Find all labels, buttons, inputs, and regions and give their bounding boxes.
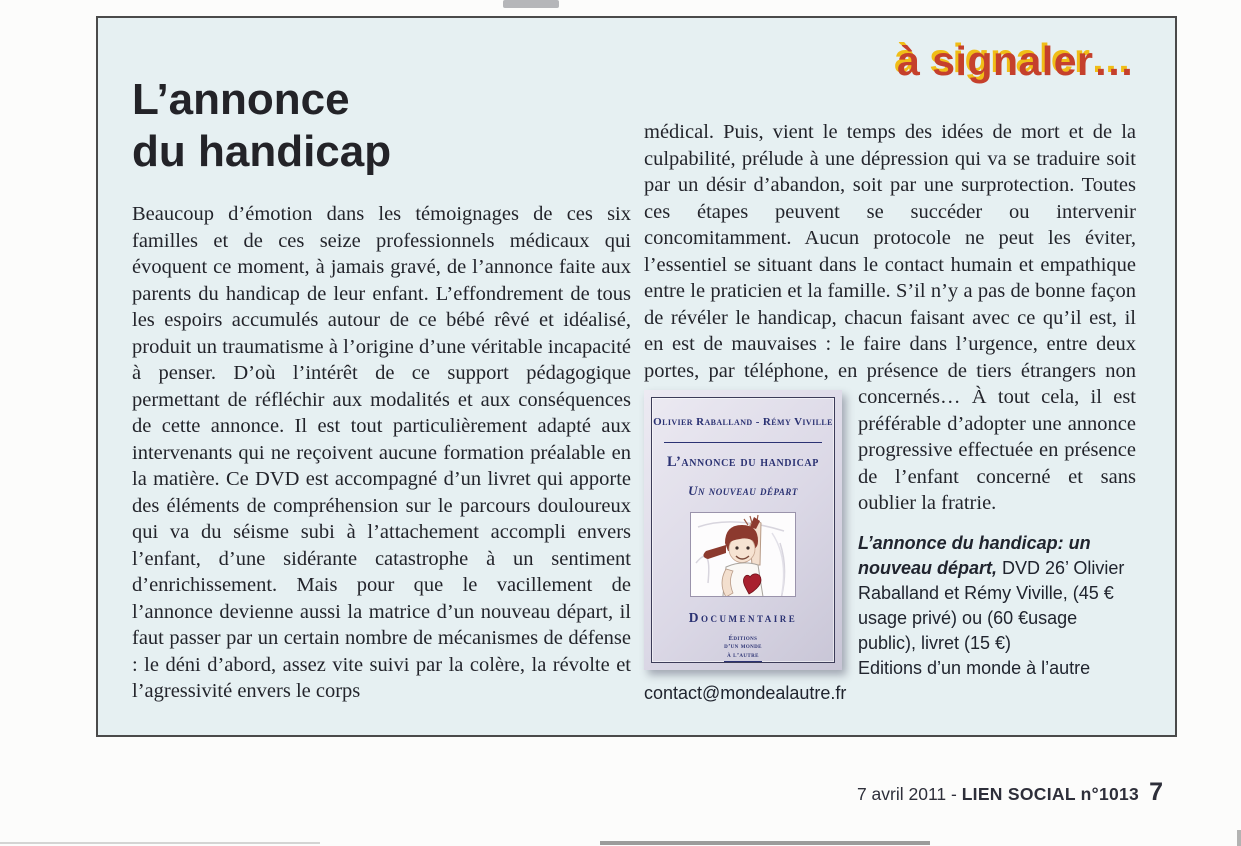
- caption-email: contact@mondealautre.fr: [644, 682, 847, 703]
- right-column-text-2: cela, il est préférable d’adopter une annonce progressive effectuée en présence de l’enfant concerné et sans oublier la fratrie.: [858, 386, 1136, 514]
- dvd-publisher-line2: d’un monde: [724, 643, 762, 651]
- dvd-publisher-logo: [724, 635, 762, 662]
- article-title: [132, 74, 391, 178]
- section-header: à signaler…: [897, 38, 1135, 84]
- dvd-divider: [664, 442, 822, 443]
- scan-artifact-top: [503, 0, 559, 8]
- footer-date: 7 avril 2011 -: [856, 784, 962, 804]
- dvd-subtitle: Un nouveau départ: [688, 482, 798, 498]
- girl-drawing-image: [692, 513, 794, 597]
- dvd-genre: Documentaire: [688, 610, 798, 626]
- caption-title: L’annonce du handicap: un nouveau départ,: [858, 532, 1091, 578]
- dvd-cover-frame: [651, 397, 835, 663]
- scan-artifact-bottom-left: [0, 842, 320, 844]
- dvd-authors: Olivier Raballand - Rémy Viville: [653, 416, 833, 428]
- dvd-title: L’annonce du handicap: [667, 454, 819, 471]
- right-column-text-1: médical. Puis, vient le temps des idées de mort et de la culpabilité, prélude à une dépression qui va se traduire soit par un désir d’abandon, soit par une surprotection. Toutes ces étapes peuvent se succéder ou intervenir concomitamment. Aucun protocole ne peut les éviter, l’essentiel se situant dans le contact humain et empathique entre le praticien et la famille. S’il n’y a pas de bonne façon de révéler le handicap, chacun faisant avec ce qu’il est, il en est de mauvaises : le faire dans l’urgence, entre deux portes, par téléphone, en présence de tiers étrangers non concernés… À tout: [644, 121, 1136, 408]
- page-number: 7: [1149, 778, 1163, 806]
- right-column: [644, 119, 1136, 706]
- dvd-cover-illustration: [690, 512, 796, 597]
- article-panel: [96, 16, 1177, 737]
- article-title-line1: L’annonce: [132, 75, 350, 124]
- dvd-publisher-line3: à l’autre: [724, 652, 762, 662]
- scan-artifact-right-edge: [1237, 830, 1241, 846]
- dvd-publisher-line1: Éditions: [728, 634, 758, 642]
- article-title-line2: du handicap: [132, 127, 392, 176]
- scan-artifact-bottom: [600, 841, 930, 845]
- caption-details: DVD 26’ Olivier Raballand et Rémy Viville, (45 € usage privé) ou (60 €usage public), livret (15 €): [858, 557, 1125, 653]
- left-column-text: Beaucoup d’émotion dans les témoignages de ces six familles et de ces seize professionnels médicaux qui évoquent ce moment, à jamais gravé, de l’annonce faite aux parents du handicap de leur enfant. L’effondrement de tous les espoirs accumulés autour de ce bébé rêvé et idéalisé, produit un traumatisme à l’origine d’une véritable incapacité à penser. D’où l’intérêt de ce support pédagogique permettant de réfléchir aux modalités et aux conséquences de cette annonce. Il est tout particulièrement adapté aux intervenants qui ne reçoivent aucune formation préalable en la matière. Ce DVD est accompagné d’un livret qui apporte des éléments de compréhension sur le parcours douloureux qui va du séisme subi à l’attachement accompli envers l’enfant, d’une sidérante catastrophe à un sentiment d’enrichissement. Mais pour que le vacillement de l’annonce devienne aussi la matrice d’un nouveau départ, il faut passer par un certain nombre de mécanismes de défense : le déni d’abord, assez vite suivi par la colère, la révolte et l’agressivité envers le corps: [132, 203, 631, 702]
- footer-journal: LIEN SOCIAL n°1013: [961, 784, 1140, 804]
- page-footer: [857, 778, 1163, 807]
- caption-publisher: Editions d’un monde à l’autre: [858, 657, 1091, 678]
- dvd-cover: [644, 390, 842, 670]
